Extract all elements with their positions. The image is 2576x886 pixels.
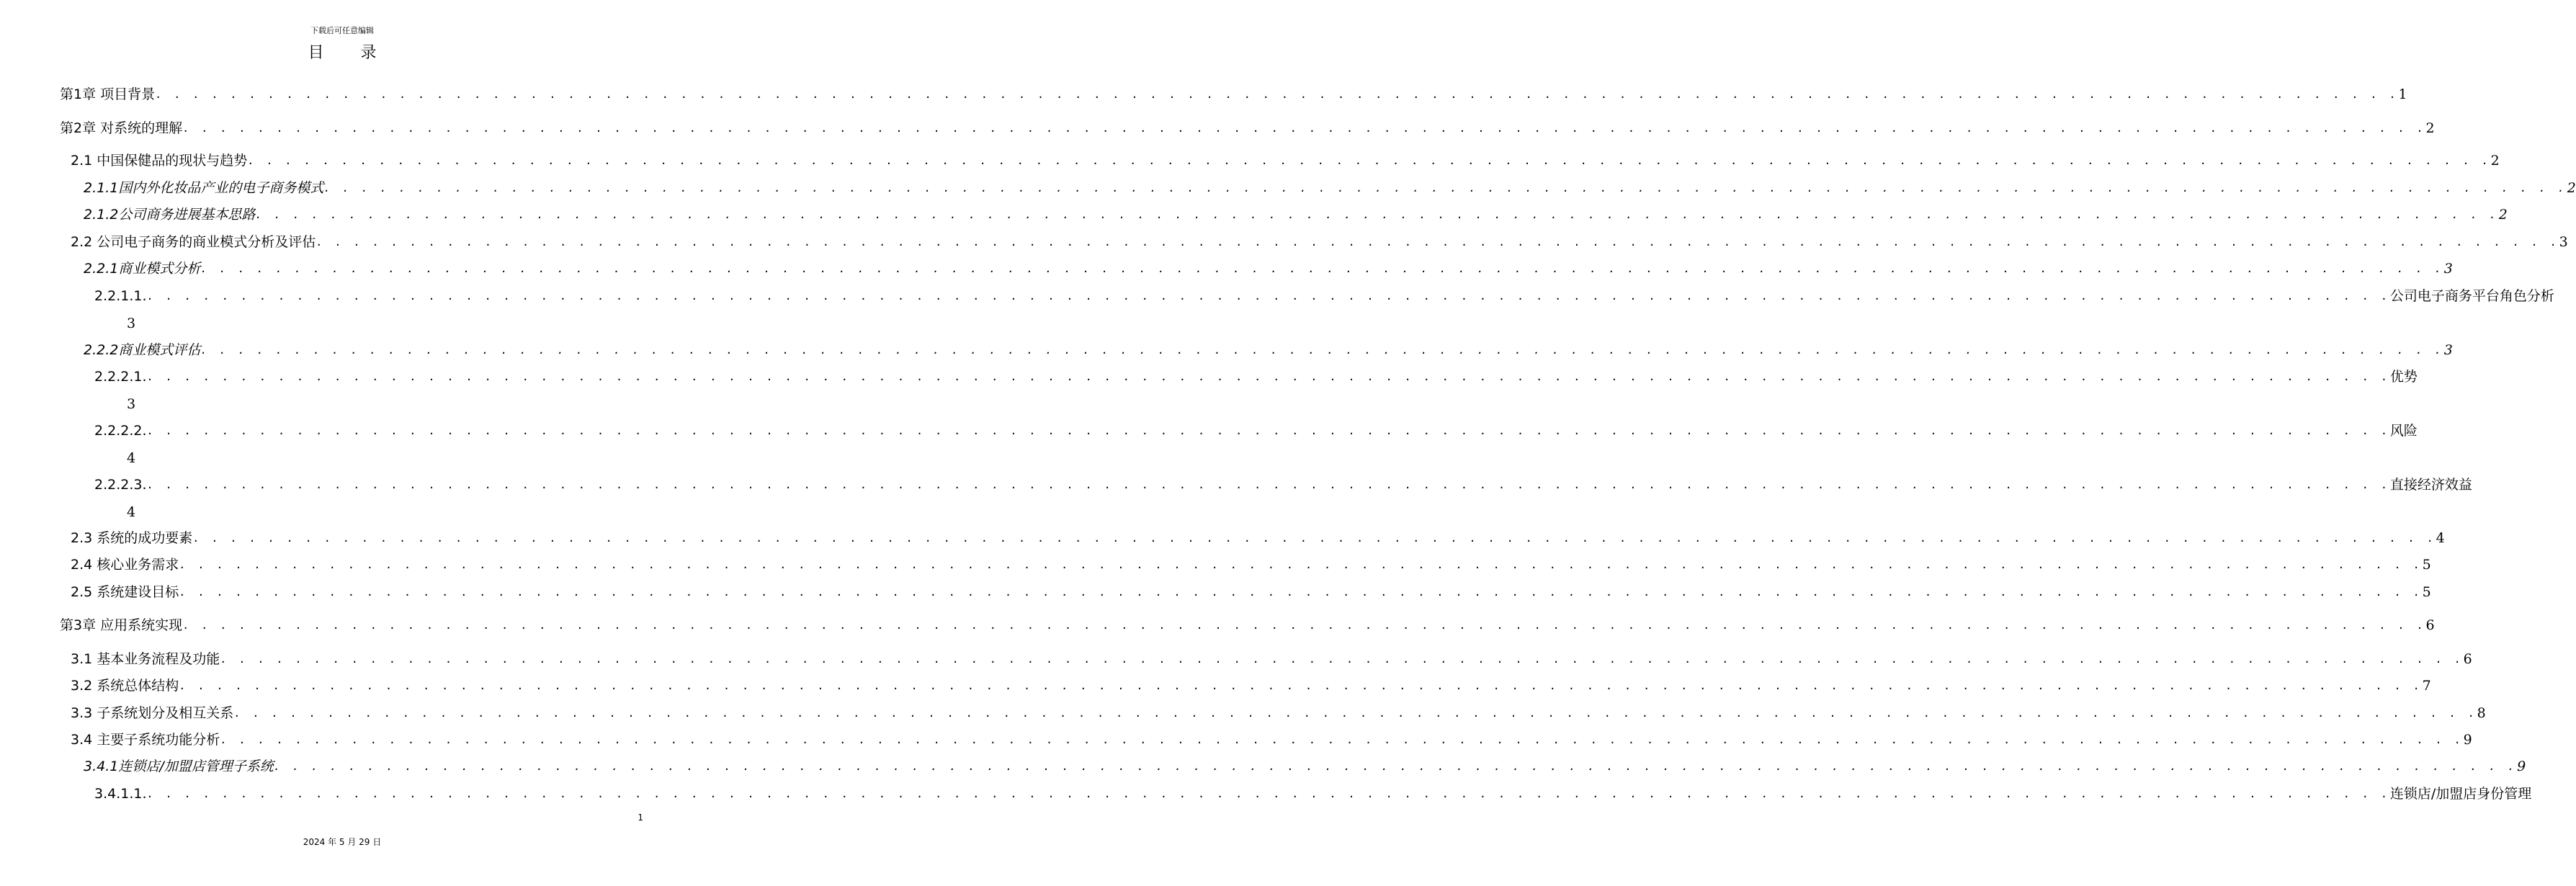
toc-entry-label: 第1章 项目背景 <box>60 86 156 102</box>
toc-entry-page: 8 <box>2477 705 2486 721</box>
toc-entry-page: 5 <box>2422 557 2431 573</box>
toc-entry-page: 3 <box>2443 342 2453 358</box>
toc-leader-dots: . . . . . . . . . . . . . . . . . . . . . . . . . . . . . . . . . . . . . . . . . . . . . . . . . . . . . . . . . . . . . . . . . . . . . . . . . . . . . . . . . . . . . . . . . . . . . . . . . . . . . . . . . . . . . . . . . . . . . . . . <box>200 344 2444 357</box>
toc-entry-label: 3.4.1连锁店/加盟店管理子系统 <box>84 759 274 774</box>
toc-entry-wrapped-page: 3 <box>127 316 136 331</box>
toc-leader-dots: . . . . . . . . . . . . . . . . . . . . . . . . . . . . . . . . . . . . . . . . . . . . . . . . . . . . . . . . . . . . . . . . . . . . . . . . . . . . . . . . . . . . . . . . . . . . . . . . . . . . . . . . . . . . . . . . . . . . . . . . <box>255 208 2499 221</box>
toc-entry-page: 连锁店/加盟店身份管理 <box>2389 786 2532 802</box>
toc-leader-dots: . . . . . . . . . . . . . . . . . . . . . . . . . . . . . . . . . . . . . . . . . . . . . . . . . . . . . . . . . . . . . . . . . . . . . . . . . . . . . . . . . . . . . . . . . . . . . . . . . . . . . . . . . . . . . . . . . . . . . . . . <box>192 532 2436 545</box>
toc-entry[interactable] <box>94 421 2418 441</box>
toc-leader-dots: . . . . . . . . . . . . . . . . . . . . . . . . . . . . . . . . . . . . . . . . . . . . . . . . . . . . . . . . . . . . . . . . . . . . . . . . . . . . . . . . . . . . . . . . . . . . . . . . . . . . . . . . . . . . . . . . . . . . . . . . <box>182 619 2426 632</box>
toc-entry[interactable] <box>71 528 2445 548</box>
toc-entry-page: 1 <box>2398 86 2407 102</box>
toc-leader-dots: . . . . . . . . . . . . . . . . . . . . . . . . . . . . . . . . . . . . . . . . . . . . . . . . . . . . . . . . . . . . . . . . . . . . . . . . . . . . . . . . . . . . . . . . . . . . . . . . . . . . . . . . . . . . . . . . . . . . . . . . <box>220 733 2464 746</box>
toc-entry[interactable] <box>94 286 2554 306</box>
toc-leader-dots: . . . . . . . . . . . . . . . . . . . . . . . . . . . . . . . . . . . . . . . . . . . . . . . . . . . . . . . . . . . . . . . . . . . . . . . . . . . . . . . . . . . . . . . . . . . . . . . . . . . . . . . . . . . . . . . . . . . . . . . . <box>146 370 2390 383</box>
toc-leader-dots: . . . . . . . . . . . . . . . . . . . . . . . . . . . . . . . . . . . . . . . . . . . . . . . . . . . . . . . . . . . . . . . . . . . . . . . . . . . . . . . . . . . . . . . . . . . . . . . . . . . . . . . . . . . . . . . . . . . . . . . . <box>179 558 2423 571</box>
toc-leader-dots: . . . . . . . . . . . . . . . . . . . . . . . . . . . . . . . . . . . . . . . . . . . . . . . . . . . . . . . . . . . . . . . . . . . . . . . . . . . . . . . . . . . . . . . . . . . . . . . . . . . . . . . . . . . . . . . . . . . . . . . . <box>200 262 2444 275</box>
toc-entry-label: 2.1.2公司商务进展基本思路 <box>84 207 256 223</box>
toc-entry-label: 第3章 应用系统实现 <box>60 617 183 633</box>
toc-entry-page: 2 <box>2490 153 2500 169</box>
toc-entry-page: 6 <box>2463 651 2472 667</box>
toc-leader-dots: . . . . . . . . . . . . . . . . . . . . . . . . . . . . . . . . . . . . . . . . . . . . . . . . . . . . . . . . . . . . . . . . . . . . . . . . . . . . . . . . . . . . . . . . . . . . . . . . . . . . . . . . . . . . . . . . . . . . . . . . <box>146 787 2390 800</box>
toc-entry-label: 2.2.2.2. <box>94 423 147 439</box>
toc-entry-label: 2.2.1.1. <box>94 288 147 304</box>
toc-leader-dots: . . . . . . . . . . . . . . . . . . . . . . . . . . . . . . . . . . . . . . . . . . . . . . . . . . . . . . . . . . . . . . . . . . . . . . . . . . . . . . . . . . . . . . . . . . . . . . . . . . . . . . . . . . . . . . . . . . . . . . . . <box>220 653 2464 666</box>
toc-entry[interactable] <box>71 582 2431 602</box>
toc-leader-dots: . . . . . . . . . . . . . . . . . . . . . . . . . . . . . . . . . . . . . . . . . . . . . . . . . . . . . . . . . . . . . . . . . . . . . . . . . . . . . . . . . . . . . . . . . . . . . . . . . . . . . . . . . . . . . . . . . . . . . . . . <box>316 236 2559 249</box>
toc-entry-label: 3.3 子系统划分及相互关系 <box>71 705 234 721</box>
toc-entry[interactable] <box>94 475 2472 495</box>
toc-entry[interactable] <box>60 84 2407 104</box>
toc-entry[interactable] <box>94 367 2418 387</box>
toc-entry-page: 公司电子商务平台角色分析 <box>2389 288 2554 304</box>
toc-entry-page: 5 <box>2422 584 2431 600</box>
toc-entry-label: 2.1.1国内外化妆品产业的电子商务模式 <box>84 180 324 196</box>
toc-entry-label: 2.2 公司电子商务的商业模式分析及评估 <box>71 234 316 250</box>
toc-entry-label: 2.2.2.3. <box>94 477 147 493</box>
toc-entry[interactable] <box>71 703 2486 723</box>
footer-page-number: 1 <box>638 813 643 823</box>
toc-leader-dots: . . . . . . . . . . . . . . . . . . . . . . . . . . . . . . . . . . . . . . . . . . . . . . . . . . . . . . . . . . . . . . . . . . . . . . . . . . . . . . . . . . . . . . . . . . . . . . . . . . . . . . . . . . . . . . . . . . . . . . . . <box>179 586 2423 599</box>
toc-entry-label: 2.1 中国保健品的现状与趋势 <box>71 153 248 169</box>
toc-entry-wrapped-page: 4 <box>127 450 136 466</box>
toc-entry-page: 2 <box>2498 207 2508 223</box>
toc-entry-page: 7 <box>2422 678 2431 694</box>
toc-entry[interactable] <box>84 340 2453 360</box>
toc-leader-dots: . . . . . . . . . . . . . . . . . . . . . . . . . . . . . . . . . . . . . . . . . . . . . . . . . . . . . . . . . . . . . . . . . . . . . . . . . . . . . . . . . . . . . . . . . . . . . . . . . . . . . . . . . . . . . . . . . . . . . . . . <box>155 88 2399 101</box>
toc-entry-label: 2.5 系统建设目标 <box>71 584 179 600</box>
toc-entry-label: 2.2.2.1. <box>94 369 147 385</box>
toc-leader-dots: . . . . . . . . . . . . . . . . . . . . . . . . . . . . . . . . . . . . . . . . . . . . . . . . . . . . . . . . . . . . . . . . . . . . . . . . . . . . . . . . . . . . . . . . . . . . . . . . . . . . . . . . . . . . . . . . . . . . . . . . <box>273 760 2518 773</box>
toc-entry[interactable] <box>71 730 2472 750</box>
footer-date: 2024 年 5 月 29 日 <box>303 837 382 847</box>
toc-entry-label: 3.4.1.1. <box>94 786 147 802</box>
toc-entry-label: 3.1 基本业务流程及功能 <box>71 651 220 667</box>
toc-entry-page: 优势 <box>2389 369 2418 385</box>
toc-leader-dots: . . . . . . . . . . . . . . . . . . . . . . . . . . . . . . . . . . . . . . . . . . . . . . . . . . . . . . . . . . . . . . . . . . . . . . . . . . . . . . . . . . . . . . . . . . . . . . . . . . . . . . . . . . . . . . . . . . . . . . . . <box>247 154 2491 167</box>
toc-entry[interactable] <box>94 784 2532 804</box>
toc-leader-dots: . . . . . . . . . . . . . . . . . . . . . . . . . . . . . . . . . . . . . . . . . . . . . . . . . . . . . . . . . . . . . . . . . . . . . . . . . . . . . . . . . . . . . . . . . . . . . . . . . . . . . . . . . . . . . . . . . . . . . . . . <box>146 424 2390 437</box>
toc-leader-dots: . . . . . . . . . . . . . . . . . . . . . . . . . . . . . . . . . . . . . . . . . . . . . . . . . . . . . . . . . . . . . . . . . . . . . . . . . . . . . . . . . . . . . . . . . . . . . . . . . . . . . . . . . . . . . . . . . . . . . . . . <box>146 478 2390 491</box>
header-note: 下载后可任意编辑 <box>310 26 374 35</box>
toc-entry[interactable] <box>60 118 2435 138</box>
toc-entry[interactable] <box>71 676 2431 696</box>
toc-entry-label: 第2章 对系统的理解 <box>60 120 183 136</box>
toc-entry-label: 2.4 核心业务需求 <box>71 557 179 573</box>
toc-entry-page: 风险 <box>2389 423 2418 439</box>
toc-entry[interactable] <box>71 232 2568 252</box>
toc-entry[interactable] <box>84 756 2526 777</box>
toc-entry-page: 直接经济效益 <box>2389 477 2472 493</box>
toc-leader-dots: . . . . . . . . . . . . . . . . . . . . . . . . . . . . . . . . . . . . . . . . . . . . . . . . . . . . . . . . . . . . . . . . . . . . . . . . . . . . . . . . . . . . . . . . . . . . . . . . . . . . . . . . . . . . . . . . . . . . . . . . <box>233 707 2477 720</box>
toc-entry-wrapped-page: 4 <box>127 504 136 520</box>
toc-entry[interactable] <box>60 615 2435 635</box>
toc-entry[interactable] <box>71 555 2431 575</box>
toc-entry-page: 3 <box>2559 234 2568 250</box>
toc-leader-dots: . . . . . . . . . . . . . . . . . . . . . . . . . . . . . . . . . . . . . . . . . . . . . . . . . . . . . . . . . . . . . . . . . . . . . . . . . . . . . . . . . . . . . . . . . . . . . . . . . . . . . . . . . . . . . . . . . . . . . . . . <box>179 679 2423 692</box>
toc-leader-dots: . . . . . . . . . . . . . . . . . . . . . . . . . . . . . . . . . . . . . . . . . . . . . . . . . . . . . . . . . . . . . . . . . . . . . . . . . . . . . . . . . . . . . . . . . . . . . . . . . . . . . . . . . . . . . . . . . . . . . . . . <box>182 122 2426 135</box>
toc-entry-label: 2.3 系统的成功要素 <box>71 530 193 546</box>
toc-entry-wrapped-page: 3 <box>127 396 136 412</box>
toc-entry-label: 2.2.1商业模式分析 <box>84 261 201 277</box>
toc-entry[interactable] <box>84 259 2453 279</box>
toc-entry-label: 3.4 主要子系统功能分析 <box>71 732 220 748</box>
toc-entry-label: 2.2.2商业模式评估 <box>84 342 201 358</box>
toc-entry[interactable] <box>84 205 2508 225</box>
toc-entry[interactable] <box>71 649 2472 669</box>
toc-entry-page: 2 <box>2567 180 2576 196</box>
toc-entry[interactable] <box>84 178 2576 198</box>
toc-leader-dots: . . . . . . . . . . . . . . . . . . . . . . . . . . . . . . . . . . . . . . . . . . . . . . . . . . . . . . . . . . . . . . . . . . . . . . . . . . . . . . . . . . . . . . . . . . . . . . . . . . . . . . . . . . . . . . . . . . . . . . . . <box>146 290 2390 303</box>
toc-entry-page: 6 <box>2425 617 2435 633</box>
toc-entry-page: 3 <box>2443 261 2453 277</box>
toc-entry-page: 2 <box>2425 120 2435 136</box>
toc-entry-page: 9 <box>2463 732 2472 748</box>
toc-entry-page: 9 <box>2517 759 2526 774</box>
toc-entry-label: 3.2 系统总体结构 <box>71 678 179 694</box>
toc-title: 目 录 <box>308 44 393 62</box>
toc-leader-dots: . . . . . . . . . . . . . . . . . . . . . . . . . . . . . . . . . . . . . . . . . . . . . . . . . . . . . . . . . . . . . . . . . . . . . . . . . . . . . . . . . . . . . . . . . . . . . . . . . . . . . . . . . . . . . . . . . . . . . . . . <box>323 182 2567 194</box>
toc-entry[interactable] <box>71 151 2500 171</box>
toc-entry-page: 4 <box>2436 530 2445 546</box>
